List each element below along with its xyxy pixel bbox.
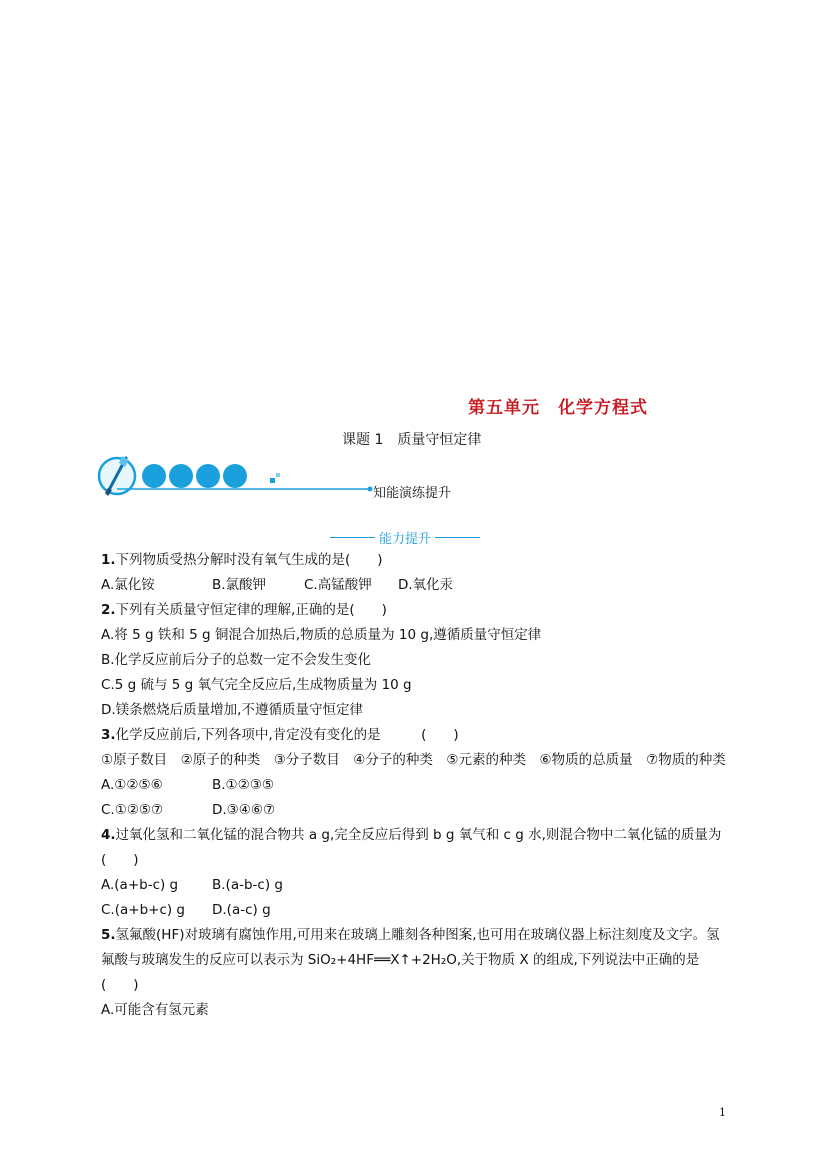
option-4a: A.(a+b-c) g (101, 877, 179, 893)
question-2-stem: 2.下列有关质量守恒定律的理解,正确的是( ) (101, 602, 387, 618)
option-1c: C.高锰酸钾 (304, 577, 372, 593)
banner-dot-3 (196, 464, 220, 488)
option-4c: C.(a+b+c) g (101, 902, 185, 918)
option-2b: B.化学反应前后分子的总数一定不会发生变化 (101, 652, 372, 668)
unit-title: 第五单元 化学方程式 (468, 398, 648, 418)
option-1d: D.氧化汞 (398, 577, 454, 593)
question-3-options-row1 (101, 773, 731, 798)
option-4b: B.(a-b-c) g (212, 877, 283, 893)
question-3-number: 3. (101, 727, 116, 743)
option-2a: A.将 5 g 铁和 5 g 铜混合加热后,物质的总质量为 10 g,遵循质量守恒定律 (101, 627, 542, 643)
question-2-number: 2. (101, 602, 116, 618)
option-5a: A.可能含有氢元素 (101, 1002, 209, 1018)
banner-square-2 (276, 473, 280, 477)
question-1-number: 1. (101, 552, 116, 568)
question-5-number: 5. (101, 927, 116, 943)
banner-dot-4 (223, 464, 247, 488)
question-3-options-row2 (101, 798, 731, 823)
question-4-options-row1 (101, 873, 731, 898)
question-3-stem: 3.化学反应前后,下列各项中,肯定没有变化的是 ( ) (101, 727, 459, 743)
banner-line-end (368, 487, 373, 492)
page-number: 1 (719, 1106, 726, 1119)
question-5-stem: 5.氢氟酸(HF)对玻璃有腐蚀作用,可用来在玻璃上雕刻各种图案,也可用在玻璃仪器上标注刻度及文字。氢氟酸与玻璃发生的反应可以表示为 SiO₂+4HF══X↑+2H₂O,关于物质 X 的组成,下列说法中正确的是( ) (101, 927, 720, 993)
option-1a: A.氯化铵 (101, 577, 155, 593)
banner-label: 知能演练提升 (373, 486, 452, 501)
question-1-options (101, 573, 731, 598)
question-4-stem: 4.过氧化氢和二氧化锰的混合物共 a g,完全反应后得到 b g 氧气和 c g 水,则混合物中二氧化锰的质量为( ) (101, 827, 722, 868)
banner-square-1 (270, 478, 275, 483)
question-1-stem: 1.下列物质受热分解时没有氧气生成的是( ) (101, 552, 383, 568)
option-4d: D.(a-c) g (212, 902, 271, 918)
banner-dot-1 (142, 464, 166, 488)
option-3c: C.①②⑤⑦ (101, 802, 164, 818)
option-3a: A.①②⑤⑥ (101, 777, 163, 793)
banner-dot-2 (169, 464, 193, 488)
option-2d: D.镁条燃烧后质量增加,不遵循质量守恒定律 (101, 702, 363, 718)
section-rule-left (330, 537, 375, 538)
question-4-number: 4. (101, 827, 116, 843)
section-title: 能力提升 (379, 532, 432, 547)
section-rule-right (435, 537, 480, 538)
question-list (101, 548, 731, 1023)
option-1b: B.氯酸钾 (212, 577, 267, 593)
option-3b: B.①②③⑤ (212, 777, 274, 793)
question-3-items: ①原子数目 ②原子的种类 ③分子数目 ④分子的种类 ⑤元素的种类 ⑥物质的总质量 ⑦物质的种类 (101, 752, 726, 768)
option-3d: D.③④⑥⑦ (212, 802, 276, 818)
option-2c: C.5 g 硫与 5 g 氧气完全反应后,生成物质量为 10 g (101, 677, 412, 693)
section-heading (330, 528, 480, 547)
question-4-options-row2 (101, 898, 731, 923)
lesson-title: 课题 1 质量守恒定律 (342, 432, 482, 448)
